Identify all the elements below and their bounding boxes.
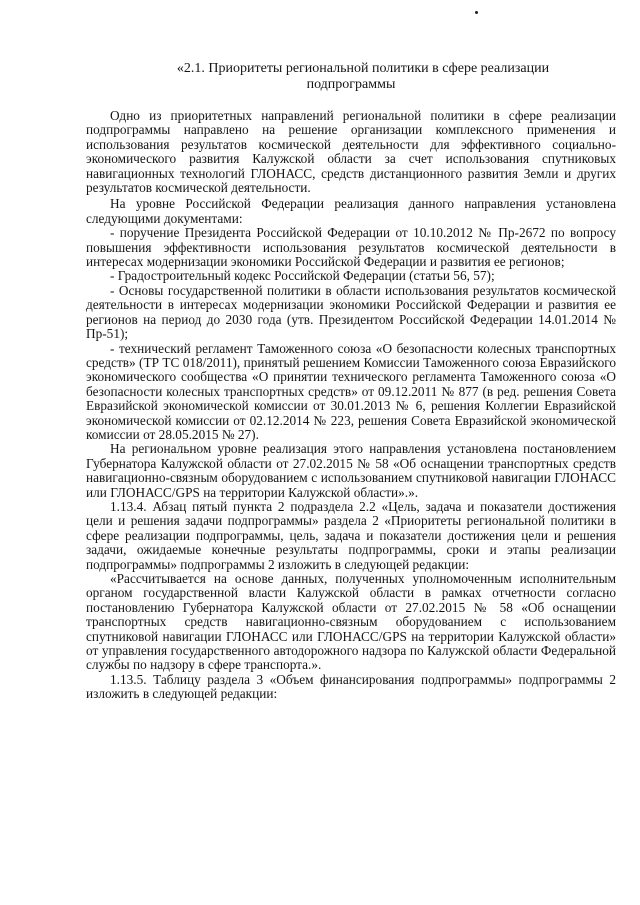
- section-heading-line-2: подпрограммы: [306, 77, 396, 92]
- document-body: [86, 109, 616, 702]
- page-mark: [475, 11, 478, 14]
- list-item-policy-basics: - Основы государственной политики в области использования результатов космической деятельности в интересах модернизации экономики Российской Федерации и развития ее регионов на период до 2030 года (утв. Президентом Российской Федерации 14.01.2014 № Пр-51);: [86, 282, 616, 342]
- section-heading-line-1: «2.1. Приоритеты региональной политики в сфере реализации: [176, 61, 550, 76]
- list-item-president-order: - поручение Президента Российской Федерации от 10.10.2012 № Пр-2672 по вопросу повышения эффективности использования результатов космической деятельности в интересах модернизации экономики Российской Федерации и развития ее регионов;: [86, 225, 616, 270]
- document-page: [86, 0, 616, 905]
- paragraph-1-13-4: 1.13.4. Абзац пятый пункта 2 подраздела 2.2 «Цель, задача и показатели достижения цели и решения задачи подпрограммы» раздела 2 «Приоритеты региональной политики в сфере реализации подпрограммы, цель, задача и показатели достижения цели и решения задачи, ожидаемые конечные результаты подпрограммы, сроки и этапы реализации подпрограммы» подпрограммы 2 изложить в следующей редакции:: [86, 498, 616, 572]
- list-item-technical-regulation: - технический регламент Таможенного союза «О безопасности колесных транспортных средств» (ТР ТС 018/2011), принятый решением Комиссии Таможенного союза Евразийского экономического сообщества «О принятии технического регламента Таможенного союза «О безопасности колесных транспортных средств» от 09.12.2011 № 877 (в ред. решения Совета Евразийской экономической комиссии от 30.01.2013 № 6, решения Коллегии Евразийской экономической комиссии от 02.12.2014 № 223, решения Совета Евразийской экономической комиссии от 28.05.2015 № 27).: [86, 340, 616, 442]
- paragraph-1-13-5: 1.13.5. Таблицу раздела 3 «Объем финансирования подпрограммы» подпрограммы 2 изложить в следующей редакции:: [86, 671, 616, 702]
- paragraph-federal-level: На уровне Российской Федерации реализация данного направления установлена следующими документами:: [86, 196, 616, 226]
- section-heading: [86, 61, 616, 93]
- paragraph-priority-direction: Одно из приоритетных направлений региональной политики в сфере реализации подпрограммы направлено на решение организации комплексного применения и использования результатов космической деятельности для эффективного социально-экономического развития Калужской области за счет использования спутниковых навигационных технологий ГЛОНАСС, средств дистанционного развития Земли и других результатов космической деятельности.: [86, 108, 616, 196]
- paragraph-calculation-quote: «Рассчитывается на основе данных, полученных уполномоченным исполнительным органом государственной власти Калужской области в рамках отчетности согласно постановлению Губернатора Калужской области от 27.02.2015 № 58 «Об оснащении транспортных средств навигационно-связным оборудованием с использованием спутниковой навигации ГЛОНАСС или ГЛОНАСС/GPS на территории Калужской области» от управления государственного автодорожного надзора по Калужской области Федеральной службы по надзору в сфере транспорта.».: [86, 571, 616, 673]
- list-item-urban-code: - Градостроительный кодекс Российской Федерации (статьи 56, 57);: [110, 268, 495, 284]
- paragraph-regional-level: На региональном уровне реализация этого направления установлена постановлением Губернатора Калужской области от 27.02.2015 № 58 «Об оснащении транспортных средств навигационно-связным оборудованием с использованием спутниковой навигации ГЛОНАСС или ГЛОНАСС/GPS на территории Калужской области».».: [86, 441, 616, 500]
